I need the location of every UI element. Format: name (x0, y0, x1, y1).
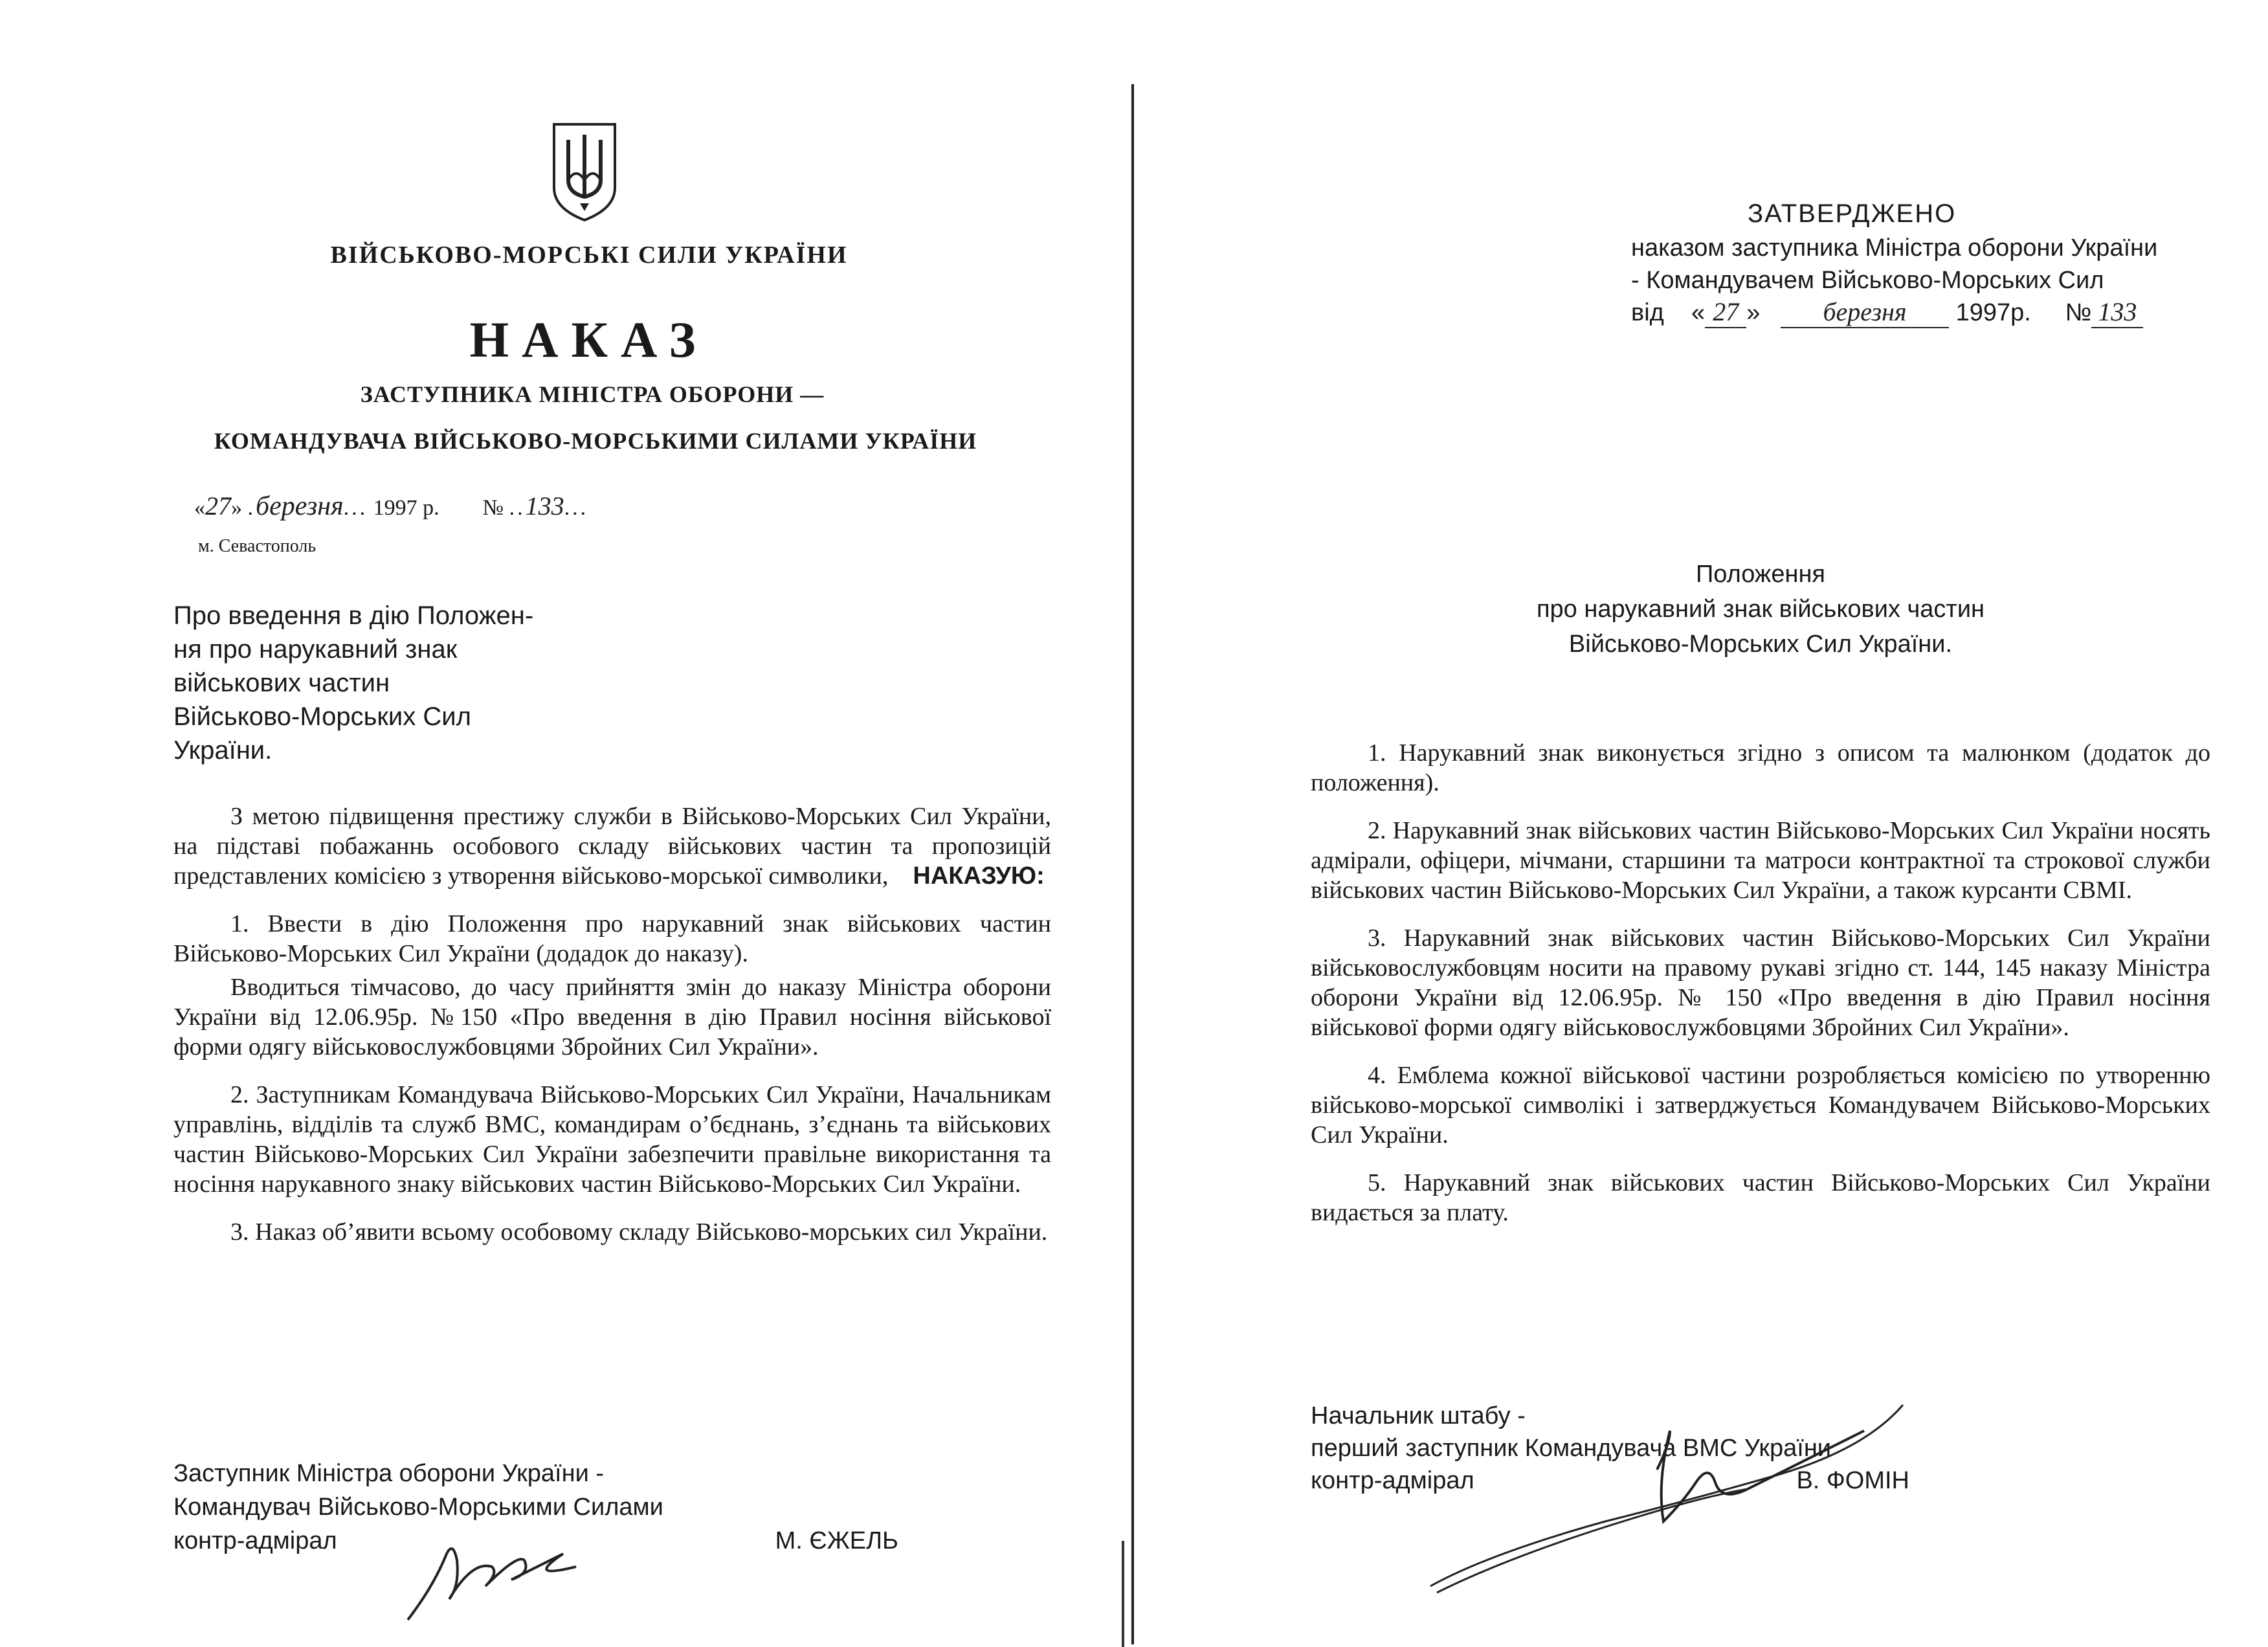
date-month: березня (256, 491, 344, 521)
approved-number-label: № (2065, 299, 2092, 326)
issuer-subtitle-line1: ЗАСТУПНИКА МІНІСТРА ОБОРОНИ — (360, 381, 825, 407)
order-body (173, 801, 1051, 1265)
signatory-title-line2: Командувач Військово-Морськими Силами (173, 1494, 663, 1521)
date-year: 1997 р. (373, 496, 439, 520)
date-day: 27 (205, 491, 231, 521)
approved-line1: наказом заступника Міністра оборони України (1631, 234, 2158, 262)
date-open-quote: « (194, 496, 205, 520)
order-paragraph-1: 1. Ввести в дію Положення про нарукавний знак військових частин Військово-Морських Сил України (додадок до наказу). (173, 910, 1051, 967)
page-divider (1131, 84, 1134, 1644)
topic-line: Про введення в дію Положен- (173, 601, 534, 630)
approved-date-close-quote: » (1746, 299, 1761, 326)
order-topic (173, 599, 588, 767)
approved-date-open-quote: « (1691, 299, 1706, 326)
regulation-item-3: 3. Нарукавний знак військових частин Військово-Морських Сил України військовослужбовцям носити на правому рукаві згідно ст. 144, 145 наказу Міністра оборони України від 12.06.95р. № 150 «Про введення в дію Правил носіння військової форми одягу військовослужбовцями Збройних Сил України». (1311, 924, 2210, 1041)
order-paragraph-1-note: Вводиться тімчасово, до часу прийняття змін до наказу Міністра оборони України від 12.06.95р. №150 «Про введення в дію Правил носіння військової форми одягу військовослужбовцями Збройних Сил України». (173, 974, 1051, 1060)
approved-date-month: березня (1781, 297, 1949, 328)
order-place: м. Севастополь (198, 536, 317, 556)
approved-number: 133 (2091, 297, 2143, 328)
approved-date-prefix: від (1631, 299, 1664, 326)
regulation-item-2: 2. Нарукавний знак військових частин Військово-Морських Сил України носять адмірали, офіцери, мічмани, старшини та матроси контрактної та строкової служби військових частин Військово-Морських Сил України, а також курсанти СВМІ. (1311, 817, 2210, 904)
date-close-quote: » (231, 496, 242, 520)
issuer-subtitle-line2: КОМАНДУВАЧА ВІЙСЬКОВО-МОРСЬКИМИ СИЛАМИ УКРАЇНИ (214, 428, 977, 454)
trident-emblem-icon (550, 120, 619, 223)
signatory-title-line1: Заступник Міністра оборони України - (173, 1460, 605, 1487)
right-signatory-name: В. ФОМІН (1796, 1467, 1909, 1494)
approved-line2: - Командувачем Військово-Морських Сил (1631, 267, 2104, 294)
issuer-heading: ВІЙСЬКОВО-МОРСЬКІ СИЛИ УКРАЇНИ (330, 241, 848, 269)
preamble-text: З метою підвищення престижу служби в Військово-Морських Сил України, на підставі побажаннь особового складу військових частин та пропозицій представлених комісією з утворення військово-морської символики, (173, 803, 1051, 890)
document-title: НАКАЗ (469, 311, 709, 368)
regulation-title-line: Військово-Морських Сил України. (1568, 631, 1953, 658)
regulation-item-4: 4. Емблема кожної військової частини розробляється комісією по утворенню військово-морської символікі і затверджується Командувачем Військово-Морських Сил України. (1311, 1062, 2210, 1148)
regulation-item-5: 5. Нарукавний знак військових частин Військово-Морських Сил України видається за плату. (1311, 1169, 2210, 1226)
order-word: НАКАЗУЮ: (913, 862, 1045, 890)
regulation-title (1489, 557, 2032, 662)
signature-right-icon (1411, 1392, 1916, 1599)
order-paragraph-3: 3. Наказ об’явити всьому особовому складу Військово-морських сил України. (230, 1218, 1048, 1246)
order-paragraph-2: 2. Заступникам Командувача Військово-Морських Сил України, Начальникам управлінь, відділів та служб ВМС, командирам о’бєднань, з’єднань та військових частин Військово-Морських Сил України забезпечити правільне використання та носіння нарукавного знаку військових частин Військово-Морських Сил України. (173, 1081, 1051, 1198)
signature-left-icon (395, 1534, 589, 1625)
order-number: 133 (525, 491, 564, 521)
approved-dateline (1631, 297, 2143, 328)
page-divider-lower (1122, 1541, 1124, 1647)
right-signatory-rank: контр-адмірал (1311, 1467, 1474, 1494)
approved-date-year: 1997р. (1955, 299, 2031, 326)
signatory-rank: контр-адмірал (173, 1527, 337, 1554)
topic-line: України. (173, 736, 272, 765)
regulation-title-line: про нарукавний знак військових частин (1536, 596, 1985, 623)
regulation-item-1: 1. Нарукавний знак виконується згідно з описом та малюнком (додаток до положення). (1311, 739, 2210, 796)
topic-line: ня про нарукавний знак (173, 635, 458, 664)
topic-line: Військово-Морських Сил (173, 702, 471, 731)
right-signatory-title-line2: перший заступник Командувача ВМС України (1311, 1435, 1832, 1462)
approved-heading: ЗАТВЕРДЖЕНО (1748, 199, 1957, 228)
approved-by (1631, 232, 2214, 297)
regulation-body (1311, 738, 2210, 1246)
right-signatory-title-line1: Начальник штабу - (1311, 1402, 1526, 1429)
preamble-paragraph (173, 801, 1051, 891)
regulation-title-line: Положення (1695, 561, 1826, 588)
order-number-label: № (482, 496, 504, 520)
approved-date-day: 27 (1705, 297, 1746, 328)
order-dateline: «27» .березня... 1997 р. № ..133... (194, 491, 589, 521)
signatory-name: М. ЄЖЕЛЬ (775, 1527, 898, 1554)
topic-line: військових частин (173, 669, 390, 697)
